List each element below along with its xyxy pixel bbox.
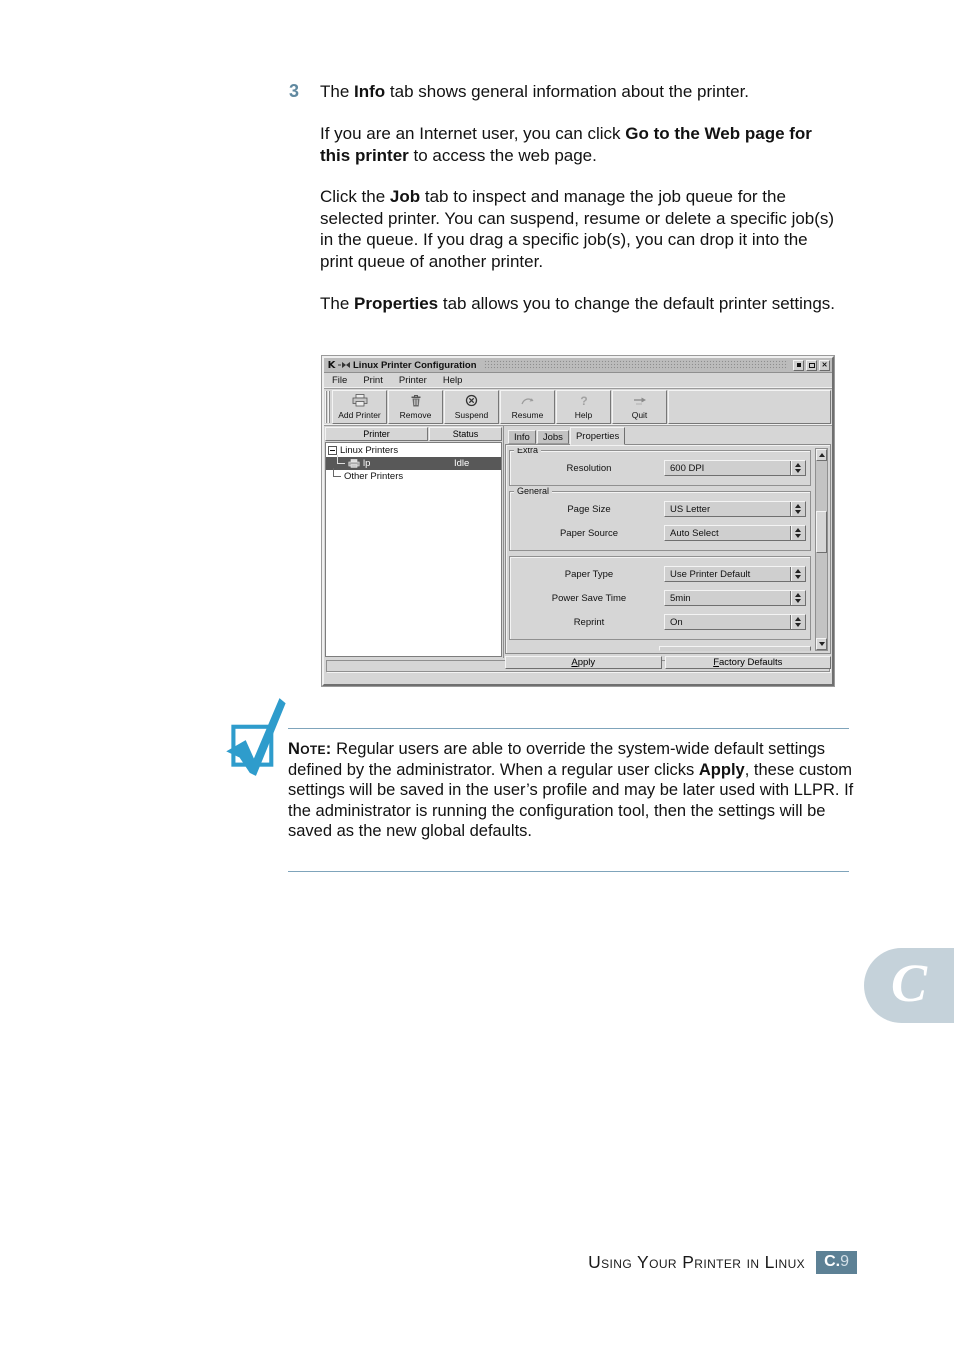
page-size-select[interactable]: US Letter [664,501,806,517]
window-title: Linux Printer Configuration [353,359,477,371]
printer-icon [352,394,368,409]
paragraph-job: Click the Job tab to inspect and manage the job queue for the selected printer. You can suspend, resume or delete a specific job(s) in the queue. If you drag a specific job(s), you can drop it into the print queue of another printer. [320,187,835,271]
toolbar-spacer [668,390,831,424]
printer-config-window [322,356,834,686]
menu-printer[interactable]: Printer [398,375,427,386]
printer-status: Idle [454,458,470,469]
spinner-arrows-icon[interactable] [790,502,805,516]
properties-content [509,448,813,651]
vertical-scrollbar[interactable] [815,448,828,651]
menu-bar [324,373,832,389]
step-number: 3 [289,81,300,101]
setting-row: Resolution 600 DPI [514,460,806,476]
tree-item-linux-printers[interactable]: Linux Printers [326,444,501,457]
tab-jobs[interactable]: Jobs [537,430,569,444]
help-icon [579,394,589,409]
chapter-prefix: C. [824,1253,841,1270]
setting-row: Paper Source Auto Select [514,525,806,541]
menu-print[interactable]: Print [363,375,383,386]
app-mini-icon [338,361,351,369]
paragraph-web: If you are an Internet user, you can click Go to the Web page for this printer to access the web page. [320,124,812,165]
factory-defaults-button[interactable]: F actory Defaults [665,656,831,669]
clipped-setting-row [509,646,811,651]
note-divider-bottom [288,871,849,872]
note-label: Note: [288,740,332,758]
tab-properties[interactable]: Properties [570,427,625,445]
scroll-thumb[interactable] [816,511,827,553]
printer-tree [325,442,502,657]
window-main [324,426,832,668]
clipped-combo [659,646,811,651]
titlebar-stipple [484,360,789,370]
group-general: General Page Size US Letter Paper Source Auto Select [509,491,811,551]
chapter-letter: C [890,953,928,1013]
scroll-up-icon[interactable] [816,449,827,461]
maximize-button[interactable] [806,360,817,371]
tree-connector [337,455,345,464]
footer-title: Using Your Printer in Linux [588,1252,806,1272]
tab-bar [505,427,831,444]
setting-row: Paper Type Use Printer Default [514,566,806,582]
paper-source-select[interactable]: Auto Select [664,525,806,541]
action-row [505,654,831,670]
detail-panel [504,426,832,668]
svg-text:?: ? [579,394,588,407]
title-bar[interactable] [324,358,832,373]
scroll-track[interactable] [816,461,827,638]
reprint-select[interactable]: On [664,614,806,630]
suspend-icon [465,394,478,409]
properties-panel [505,444,831,654]
page-footer [588,1251,857,1274]
resume-button[interactable]: Resume [500,390,555,424]
help-button[interactable]: ? Help [556,390,611,424]
note-checkmark-icon [225,694,293,785]
spinner-arrows-icon[interactable] [790,567,805,581]
page-number-badge [816,1251,857,1274]
spinner-arrows-icon[interactable] [790,615,805,629]
spinner-arrows-icon[interactable] [790,526,805,540]
remove-button[interactable]: Remove [388,390,443,424]
group-extra: Extra Resolution 600 DPI [509,450,811,486]
printer-column-header[interactable]: Printer [325,427,428,441]
trash-icon [409,394,423,409]
tab-info[interactable]: Info [508,430,536,444]
add-printer-button[interactable]: Add Printer [332,390,387,424]
group-paper [509,556,811,640]
collapse-expander-icon[interactable] [328,446,337,455]
apply-button[interactable]: A pply [505,656,662,669]
status-column-header[interactable]: Status [429,427,502,441]
paragraph-properties: The Properties tab allows you to change the default printer settings. [320,294,836,313]
kde-logo-icon: K [327,359,336,371]
printer-small-icon [348,459,360,468]
spinner-arrows-icon[interactable] [790,591,805,605]
quit-button[interactable]: Quit [612,390,667,424]
power-save-time-select[interactable]: 5min [664,590,806,606]
resume-icon [520,394,535,409]
setting-row: Page Size US Letter [514,501,806,517]
setting-row: Power Save Time 5min [514,590,806,606]
note-text: Note: Regular users are able to override the system-wide default settings defined by the administrator. When a regular user clicks Apply, these custom settings will be saved in the user’s profile and may be later used with LLPR. If the administrator is running the configuration tool, then the settings will be saved as the new global defaults. [288,740,854,841]
page-number: 9 [840,1253,849,1270]
menu-help[interactable]: Help [442,375,463,386]
paper-type-select[interactable]: Use Printer Default [664,566,806,582]
list-headers [324,426,503,441]
note-divider-top [288,728,849,729]
chapter-side-tab [864,948,954,1023]
tree-connector [333,468,341,477]
step-text: The Info tab shows general information about the printer. [320,82,750,101]
close-button[interactable]: ✕ [819,360,830,371]
minimize-button[interactable] [793,360,804,371]
toolbar [324,389,832,426]
tree-item-other-printers[interactable]: Other Printers [326,470,501,483]
toolbar-grip[interactable] [325,391,330,423]
scroll-down-icon[interactable] [816,638,827,650]
quit-icon [632,394,647,409]
suspend-button[interactable]: Suspend [444,390,499,424]
setting-row: Reprint On [514,614,806,630]
tree-item-lp[interactable]: lp Idle [326,457,501,470]
menu-file[interactable]: File [332,375,348,386]
resolution-select[interactable]: 600 DPI [664,460,806,476]
spinner-arrows-icon[interactable] [790,461,805,475]
printer-list-panel [324,426,504,658]
